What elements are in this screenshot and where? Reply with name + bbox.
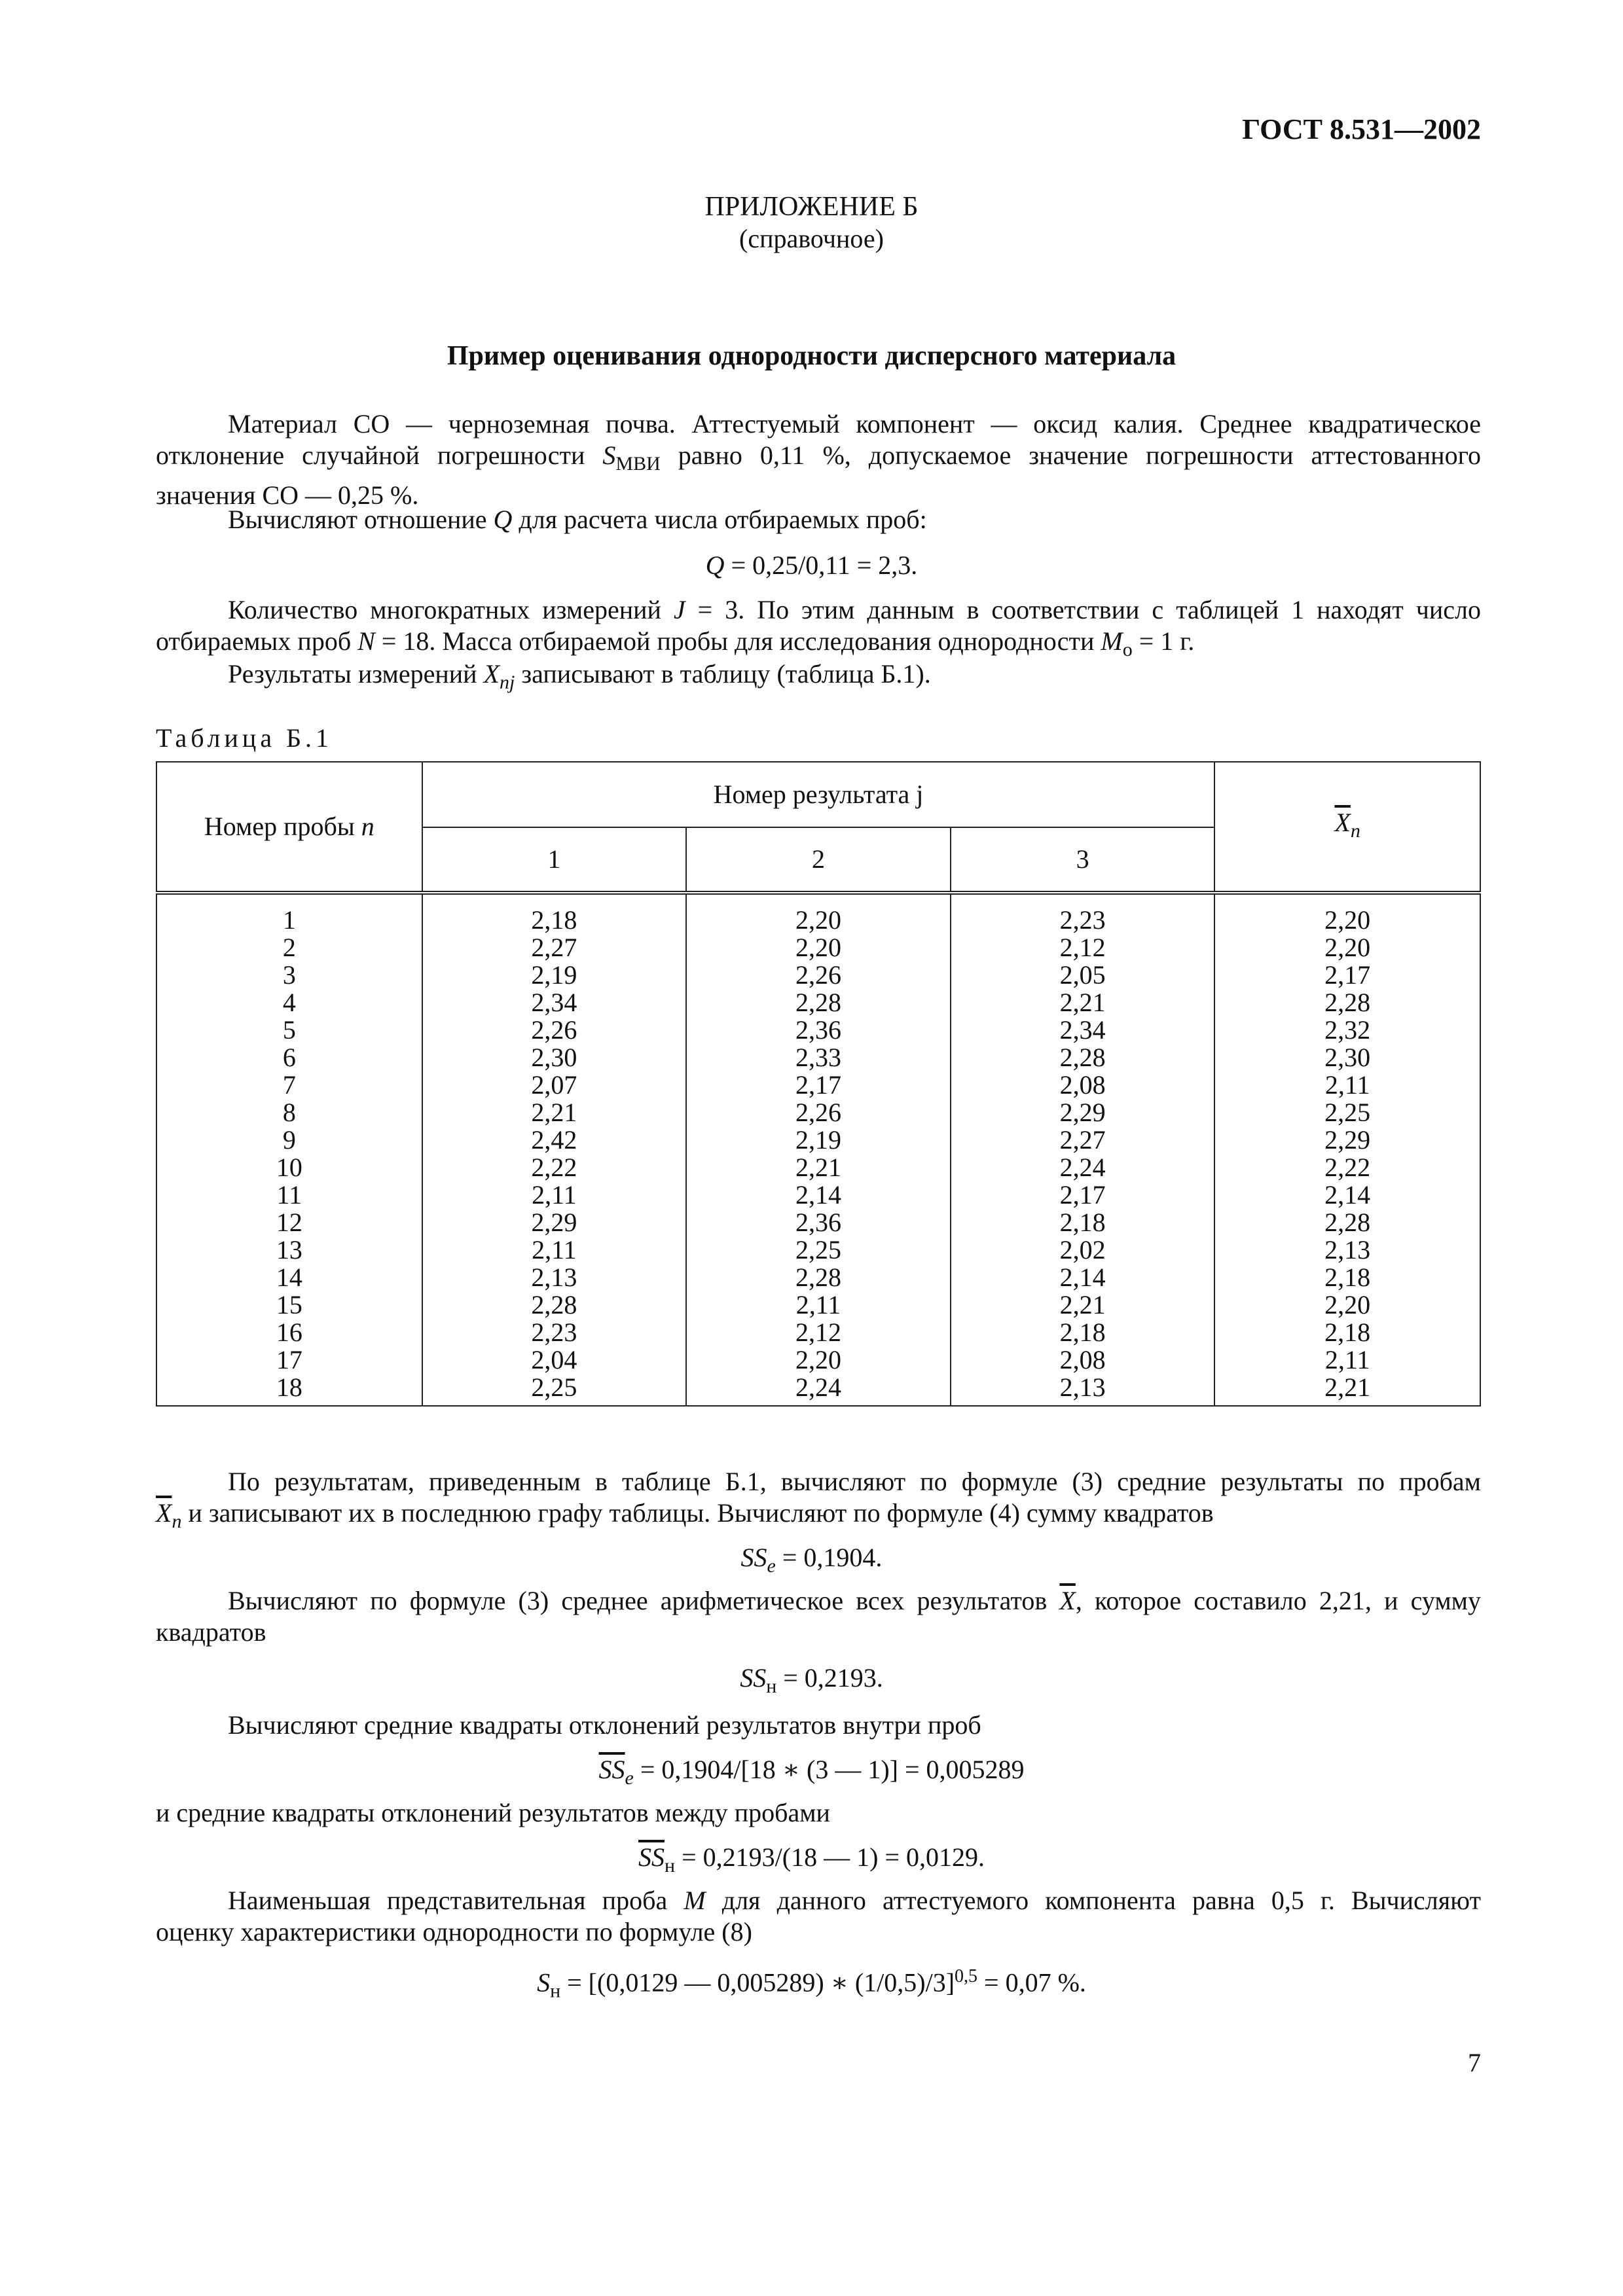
cell-value: 2,20 xyxy=(686,893,951,934)
cell-sample-number: 12 xyxy=(156,1209,422,1236)
table-row xyxy=(156,1016,1480,1044)
cell-mean: 2,18 xyxy=(1214,1319,1480,1346)
cell-mean: 2,14 xyxy=(1214,1181,1480,1209)
cell-sample-number: 10 xyxy=(156,1154,422,1181)
appendix-heading xyxy=(0,190,1623,254)
cell-value: 2,12 xyxy=(686,1319,951,1346)
cell-value: 2,11 xyxy=(422,1236,687,1264)
cell-sample-number: 6 xyxy=(156,1044,422,1071)
cell-value: 2,33 xyxy=(686,1044,951,1071)
cell-value: 2,25 xyxy=(422,1374,687,1406)
cell-sample-number: 7 xyxy=(156,1071,422,1099)
cell-value: 2,28 xyxy=(686,989,951,1016)
cell-value: 2,20 xyxy=(686,934,951,961)
subheader-1: 1 xyxy=(422,827,687,893)
data-table xyxy=(156,761,1481,1407)
cell-value: 2,18 xyxy=(422,893,687,934)
formula-sn: $S_н = [(0,0129$ — 0,005289) ∗ (1/0,5)/3]$^{0,5}$ = 0,07 %. xyxy=(537,1966,1086,2002)
cell-value: 2,17 xyxy=(686,1071,951,1099)
cell-value: 2,30 xyxy=(422,1044,687,1071)
cell-mean: 2,30 xyxy=(1214,1044,1480,1071)
cell-value: 2,21 xyxy=(951,989,1215,1016)
formula-mean-sse: $\overline{SS}_e = 0,1904/[18$ ∗ (3 — 1)] = 0,005289 xyxy=(598,1755,1025,1789)
intro-line: Материал СО — черноземная почва. Аттестуемый компонент — оксид калия. Среднее квадратическое xyxy=(228,409,1481,439)
cell-value: 2,42 xyxy=(422,1126,687,1154)
cell-sample-number: 17 xyxy=(156,1346,422,1374)
subheader-2: 2 xyxy=(686,827,951,893)
cell-sample-number: 11 xyxy=(156,1181,422,1209)
cell-value: 2,08 xyxy=(951,1071,1215,1099)
cell-value: 2,23 xyxy=(422,1319,687,1346)
cell-mean: 2,20 xyxy=(1214,893,1480,934)
cell-value: 2,18 xyxy=(951,1319,1215,1346)
cell-sample-number: 16 xyxy=(156,1319,422,1346)
table-body xyxy=(156,893,1480,1406)
cell-value: 2,34 xyxy=(951,1016,1215,1044)
after-paragraph-3: Вычисляют средние квадраты отклонений результатов внутри проб xyxy=(228,1710,981,1740)
table-row xyxy=(156,1236,1480,1264)
cell-sample-number: 1 xyxy=(156,893,422,934)
cell-value: 2,11 xyxy=(686,1291,951,1319)
cell-mean: 2,25 xyxy=(1214,1099,1480,1126)
cell-value: 2,28 xyxy=(951,1044,1215,1071)
cell-value: 2,21 xyxy=(422,1099,687,1126)
cell-value: 2,26 xyxy=(686,1099,951,1126)
formula-ssn: $SS_н = 0,2193$. xyxy=(740,1663,883,1697)
cell-value: 2,04 xyxy=(422,1346,687,1374)
cell-sample-number: 14 xyxy=(156,1264,422,1291)
table-row xyxy=(156,1264,1480,1291)
header-result-number: Номер результата j xyxy=(422,762,1215,827)
cell-mean: 2,21 xyxy=(1214,1374,1480,1406)
cell-value: 2,25 xyxy=(686,1236,951,1264)
table-row xyxy=(156,989,1480,1016)
cell-mean: 2,28 xyxy=(1214,989,1480,1016)
cell-value: 2,36 xyxy=(686,1209,951,1236)
cell-value: 2,24 xyxy=(951,1154,1215,1181)
cell-value: 2,27 xyxy=(951,1126,1215,1154)
cell-mean: 2,28 xyxy=(1214,1209,1480,1236)
cell-value: 2,19 xyxy=(422,961,687,989)
cell-value: 2,28 xyxy=(422,1291,687,1319)
cell-value: 2,21 xyxy=(686,1154,951,1181)
cell-value: 2,34 xyxy=(422,989,687,1016)
cell-sample-number: 3 xyxy=(156,961,422,989)
cell-mean: 2,32 xyxy=(1214,1016,1480,1044)
cell-value: 2,19 xyxy=(686,1126,951,1154)
table-row xyxy=(156,893,1480,934)
cell-mean: 2,11 xyxy=(1214,1346,1480,1374)
table-row xyxy=(156,1291,1480,1319)
table-row xyxy=(156,1346,1480,1374)
cell-value: 2,18 xyxy=(951,1209,1215,1236)
cell-sample-number: 8 xyxy=(156,1099,422,1126)
cell-value: 2,12 xyxy=(951,934,1215,961)
cell-value: 2,14 xyxy=(686,1181,951,1209)
cell-value: 2,27 xyxy=(422,934,687,961)
cell-sample-number: 18 xyxy=(156,1374,422,1406)
appendix-title: ПРИЛОЖЕНИЕ Б xyxy=(704,192,919,222)
after-paragraph-5: Наименьшая представительная проба M для данного аттестуемого компонента равна 0,5 г. Вычисляют оценку характеристики однородности по формуле (8) xyxy=(156,1886,1482,1946)
table-row xyxy=(156,1126,1480,1154)
intro-line: значения СО — 0,25 %. xyxy=(156,480,419,510)
cell-sample-number: 9 xyxy=(156,1126,422,1154)
table-row xyxy=(156,1209,1480,1236)
after-paragraph-4: и средние квадраты отклонений результатов между пробами xyxy=(156,1798,830,1827)
formula-q: Q = 0,25/0,11 = 2,3. xyxy=(705,550,918,580)
formula-mean-ssn: $\overline{SS}_н = 0,2193/(18$ — 1) = 0,0129. xyxy=(638,1842,985,1876)
cell-mean: 2,13 xyxy=(1214,1236,1480,1264)
cell-value: 2,11 xyxy=(422,1181,687,1209)
cell-mean: 2,20 xyxy=(1214,934,1480,961)
cell-value: 2,26 xyxy=(422,1016,687,1044)
appendix-subtitle: (справочное) xyxy=(739,224,884,253)
intro-paragraph-2: Вычисляют отношение Q для расчета числа отбираемых проб: xyxy=(228,505,927,534)
header-mean: $\overline{X}_n$ xyxy=(1214,762,1480,893)
cell-value: 2,17 xyxy=(951,1181,1215,1209)
cell-value: 2,29 xyxy=(951,1099,1215,1126)
cell-sample-number: 4 xyxy=(156,989,422,1016)
header-sample-number: Номер пробы n xyxy=(156,762,422,893)
cell-value: 2,02 xyxy=(951,1236,1215,1264)
intro-paragraph-4: Результаты измерений $X_{nj}$ записывают в таблицу (таблица Б.1). xyxy=(228,659,931,693)
cell-value: 2,05 xyxy=(951,961,1215,989)
after-paragraph-2: Вычисляют по формуле (3) среднее арифметическое всех результатов $\overline{X}$, которое составило 2,21, и сумму квадратов xyxy=(156,1586,1481,1647)
cell-sample-number: 15 xyxy=(156,1291,422,1319)
table-row xyxy=(156,1154,1480,1181)
table-row xyxy=(156,1319,1480,1346)
cell-value: 2,21 xyxy=(951,1291,1215,1319)
table-row xyxy=(156,1099,1480,1126)
table-row xyxy=(156,961,1480,989)
section-title: Пример оценивания однородности дисперсного материала xyxy=(447,341,1176,371)
page-number: 7 xyxy=(1468,2048,1481,2077)
table-row xyxy=(156,1374,1480,1406)
cell-value: 2,28 xyxy=(686,1264,951,1291)
cell-mean: 2,18 xyxy=(1214,1264,1480,1291)
cell-mean: 2,29 xyxy=(1214,1126,1480,1154)
formula-sse: $SS_e = 0,1904$. xyxy=(740,1543,883,1577)
table-row xyxy=(156,1044,1480,1071)
document-code: ГОСТ 8.531—2002 xyxy=(1242,113,1481,145)
intro-paragraph-3: Количество многократных измерений J = 3. По этим данным в соответствии с таблицей 1 находят число отбираемых проб N = 18. Масса отбираемой пробы для исследования однородности $M_о = 1$ г. xyxy=(156,595,1482,660)
cell-mean: 2,17 xyxy=(1214,961,1480,989)
cell-mean: 2,20 xyxy=(1214,1291,1480,1319)
cell-mean: 2,22 xyxy=(1214,1154,1480,1181)
cell-sample-number: 2 xyxy=(156,934,422,961)
cell-sample-number: 13 xyxy=(156,1236,422,1264)
cell-value: 2,29 xyxy=(422,1209,687,1236)
cell-mean: 2,11 xyxy=(1214,1071,1480,1099)
table-row xyxy=(156,1181,1480,1209)
cell-value: 2,08 xyxy=(951,1346,1215,1374)
cell-value: 2,24 xyxy=(686,1374,951,1406)
cell-value: 2,14 xyxy=(951,1264,1215,1291)
intro-line: отклонение случайной погрешности $S_{МВИ}$ равно 0,11 %, допускаемое значение погрешности аттестованного xyxy=(156,440,1481,475)
table-row xyxy=(156,1071,1480,1099)
after-paragraph-1: По результатам, приведенным в таблице Б.1, вычисляют по формуле (3) средние результаты по пробам $\overline{X}_n$ и записывают их в последнюю графу таблицы. Вычисляют по формуле (4) сумму квадратов xyxy=(156,1467,1481,1532)
cell-value: 2,26 xyxy=(686,961,951,989)
cell-value: 2,22 xyxy=(422,1154,687,1181)
cell-value: 2,36 xyxy=(686,1016,951,1044)
table-row xyxy=(156,934,1480,961)
cell-value: 2,07 xyxy=(422,1071,687,1099)
cell-sample-number: 5 xyxy=(156,1016,422,1044)
cell-value: 2,13 xyxy=(422,1264,687,1291)
table-caption: Таблица Б.1 xyxy=(156,723,333,753)
intro-paragraph-1 xyxy=(156,408,1481,511)
cell-value: 2,20 xyxy=(686,1346,951,1374)
cell-value: 2,13 xyxy=(951,1374,1215,1406)
cell-value: 2,23 xyxy=(951,893,1215,934)
subheader-3: 3 xyxy=(951,827,1215,893)
